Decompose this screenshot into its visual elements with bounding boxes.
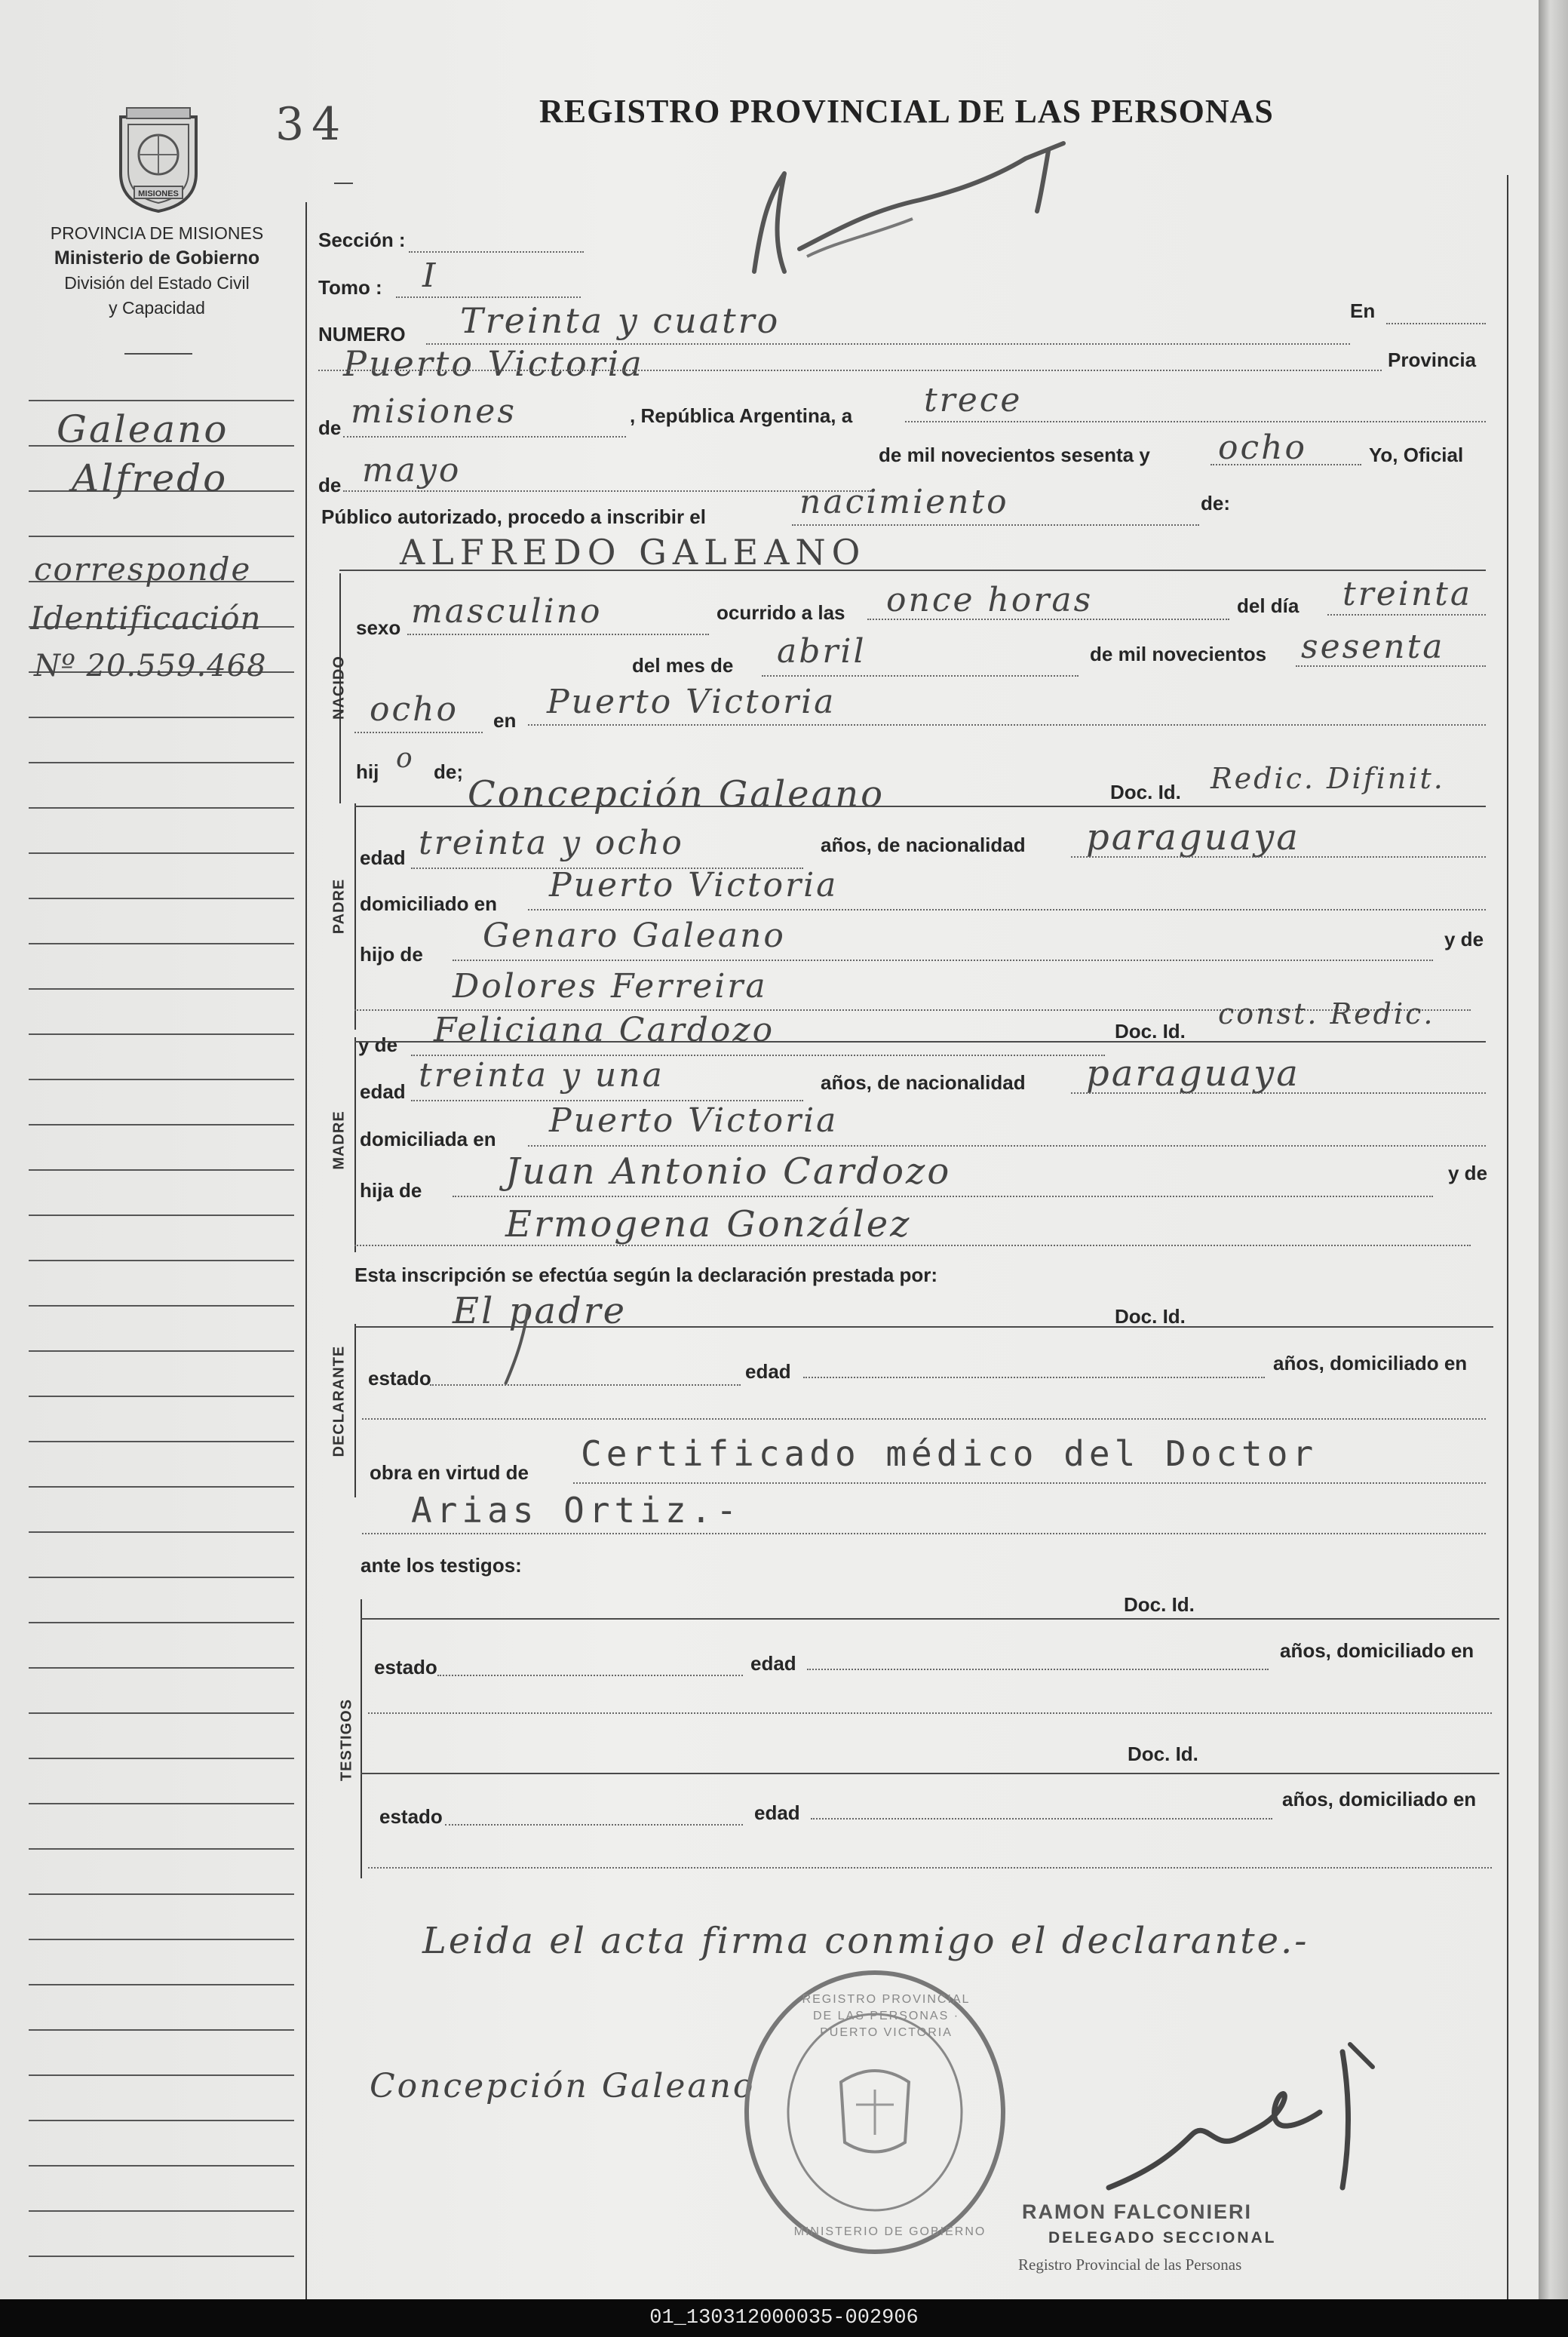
- label-ocurrido: ocurrido a las: [716, 601, 845, 624]
- label-en: En: [1350, 299, 1376, 322]
- value-obra-1: Certificado médico del Doctor: [581, 1433, 1318, 1474]
- value-madre-nac: paraguaya: [1086, 1052, 1300, 1095]
- value-nombre: ALFREDO GALEANO: [400, 532, 867, 573]
- label-declarante-edad: edad: [745, 1360, 791, 1383]
- margin-note-3: Nº 20.559.468: [34, 649, 267, 683]
- label-yo-oficial: Yo, Oficial: [1369, 444, 1464, 466]
- label-obra: obra en virtud de: [370, 1461, 529, 1484]
- label-testigo2-edad: edad: [754, 1801, 800, 1824]
- label-padre-y-de: y de: [1444, 928, 1484, 950]
- value-declarante: El padre: [453, 1290, 628, 1332]
- label-hij: hij: [356, 760, 379, 783]
- label-declarante-estado: estado: [368, 1367, 431, 1390]
- org-line2: Ministerio de Gobierno: [54, 247, 260, 269]
- label-declarante-anos: años, domiciliado en: [1273, 1352, 1468, 1374]
- label-testigo2-anos: años, domiciliado en: [1282, 1788, 1477, 1810]
- value-anio-nac1: sesenta: [1301, 628, 1445, 666]
- org-line4: y Capacidad: [109, 298, 205, 318]
- label-madre-edad: edad: [360, 1080, 406, 1103]
- label-testigo2-estado: estado: [379, 1805, 443, 1828]
- value-hij-suffix: o: [396, 743, 415, 774]
- label-de-prov: de: [318, 416, 342, 439]
- section-testigos-label: TESTIGOS: [338, 1698, 355, 1782]
- value-madre-dom: Puerto Victoria: [549, 1101, 839, 1140]
- label-de-mil-nov: de mil novecientos: [1090, 643, 1267, 665]
- page-number: 34: [275, 98, 348, 151]
- label-del-dia: del día: [1237, 594, 1300, 617]
- value-mes-nac: abril: [777, 632, 867, 671]
- label-ante: ante los testigos:: [361, 1554, 522, 1577]
- label-madre-y-de2: y de: [1448, 1162, 1488, 1184]
- label-padre-dom: domiciliado en: [360, 892, 498, 915]
- value-obra-2: Arias Ortiz.-: [411, 1490, 742, 1531]
- label-de-mes: de: [318, 474, 342, 496]
- value-madre-y-de: Ermogena González: [505, 1203, 912, 1245]
- value-padre-nombre: Concepción Galeano: [468, 773, 885, 815]
- org-line3: División del Estado Civil: [64, 273, 250, 293]
- org-block: [14, 221, 300, 321]
- svg-text:MISIONES: MISIONES: [138, 189, 179, 198]
- label-del-mes: del mes de: [632, 654, 734, 677]
- label-republica: , República Argentina, a: [630, 404, 853, 427]
- label-testigo1-doc: Doc. Id.: [1124, 1593, 1195, 1616]
- value-madre-edad: treinta y una: [419, 1056, 664, 1095]
- value-acto: nacimiento: [799, 483, 1009, 521]
- signatory-org: Registro Provincial de las Personas: [1018, 2256, 1242, 2274]
- label-madre-dom: domiciliada en: [360, 1128, 496, 1150]
- stamp-text: REGISTRO PROVINCIAL DE LAS PERSONAS · PUERTO VICTORIA: [802, 1993, 971, 2039]
- value-dia-nac: treinta: [1342, 575, 1473, 613]
- section-declarante-label: DECLARANTE: [330, 1345, 348, 1457]
- value-anio-nac2: ocho: [370, 690, 459, 729]
- margin-note-1: corresponde: [34, 551, 252, 588]
- label-padre-hijo-de: hijo de: [360, 943, 423, 966]
- value-madre-nombre: Feliciana Cardozo: [434, 1011, 775, 1049]
- label-de-semicolon: de;: [434, 760, 463, 783]
- value-cierre: Leida el acta firma conmigo el declarante.-: [422, 1920, 1309, 1962]
- label-testigo1-anos: años, domiciliado en: [1280, 1639, 1474, 1662]
- label-padre-edad: edad: [360, 846, 406, 869]
- signatory-name: RAMON FALCONIERI: [1022, 2200, 1252, 2223]
- value-mes: mayo: [362, 451, 462, 490]
- label-tomo: Tomo :: [318, 276, 382, 299]
- label-madre-hija-de: hija de: [360, 1179, 422, 1202]
- section-padre-label: PADRE: [330, 878, 348, 935]
- label-inscripcion: Esta inscripción se efectúa según la declaración prestada por:: [354, 1264, 938, 1286]
- value-padre-nac: paraguaya: [1086, 816, 1300, 858]
- value-padre-doc: Redic. Difinit.: [1211, 762, 1445, 795]
- label-testigo1-estado: estado: [374, 1656, 437, 1678]
- margin-name-surname: Galeano: [57, 407, 229, 451]
- label-provincia: Provincia: [1388, 349, 1477, 371]
- label-testigo2-doc: Doc. Id.: [1128, 1743, 1198, 1765]
- label-testigo1-edad: edad: [750, 1652, 796, 1675]
- signatory-title: DELEGADO SECCIONAL: [1048, 2229, 1277, 2246]
- label-sexo: sexo: [356, 616, 401, 639]
- page-title: REGISTRO PROVINCIAL DE LAS PERSONAS: [539, 93, 1274, 130]
- value-padre-y-de: Dolores Ferreira: [453, 967, 768, 1006]
- label-de-mil: de mil novecientos sesenta y: [879, 444, 1150, 466]
- label-en-nac: en: [493, 709, 517, 732]
- value-madre-hija-de: Juan Antonio Cardozo: [505, 1150, 952, 1193]
- label-declarante-doc: Doc. Id.: [1115, 1305, 1186, 1328]
- value-firma-declarante: Concepción Galeano: [370, 2067, 756, 2105]
- label-numero: NUMERO: [318, 323, 406, 345]
- margin-note-2: Identificación: [30, 600, 262, 637]
- value-madre-doc: const. Redic.: [1218, 997, 1435, 1030]
- scribble-mark: [739, 128, 1086, 298]
- official-signature-scribble: [1101, 2037, 1448, 2206]
- label-madre-anos-nac: años, de nacionalidad: [821, 1071, 1026, 1094]
- label-seccion: Sección :: [318, 229, 406, 251]
- value-padre-edad: treinta y ocho: [419, 824, 684, 862]
- value-provincia: misiones: [351, 392, 517, 431]
- value-lugar-nac: Puerto Victoria: [547, 683, 836, 721]
- value-numero: Treinta y cuatro: [460, 300, 781, 341]
- value-sexo: masculino: [411, 592, 603, 631]
- section-nacido-label: NACIDO: [330, 656, 348, 720]
- label-padre-anos-nac: años, de nacionalidad: [821, 834, 1026, 856]
- section-madre-label: MADRE: [330, 1110, 348, 1170]
- value-hora: once horas: [886, 581, 1094, 619]
- scan-id-footer: 01_130312000035-002906: [0, 2299, 1568, 2337]
- value-tomo: I: [422, 256, 438, 295]
- label-publico: Público autorizado, procedo a inscribir el: [321, 505, 706, 528]
- label-madre-doc: Doc. Id.: [1115, 1020, 1186, 1043]
- label-de-colon: de:: [1201, 492, 1230, 514]
- stamp-text-bottom: MINISTERIO DE GOBIERNO: [793, 2225, 987, 2238]
- label-madre-y-de: y de: [358, 1033, 398, 1056]
- value-lugar: Puerto Victoria: [343, 343, 644, 384]
- declarante-stroke: [498, 1305, 543, 1392]
- value-padre-dom: Puerto Victoria: [549, 866, 839, 904]
- label-padre-doc: Doc. Id.: [1110, 781, 1181, 803]
- coat-of-arms-seal: [106, 102, 211, 215]
- org-line1: PROVINCIA DE MISIONES: [50, 223, 264, 243]
- value-dia: trece: [924, 381, 1023, 419]
- page-edge-shadow: [1539, 0, 1568, 2299]
- margin-name-given: Alfredo: [72, 456, 229, 500]
- value-anio: ocho: [1218, 428, 1307, 467]
- value-padre-hijo-de: Genaro Galeano: [483, 917, 786, 955]
